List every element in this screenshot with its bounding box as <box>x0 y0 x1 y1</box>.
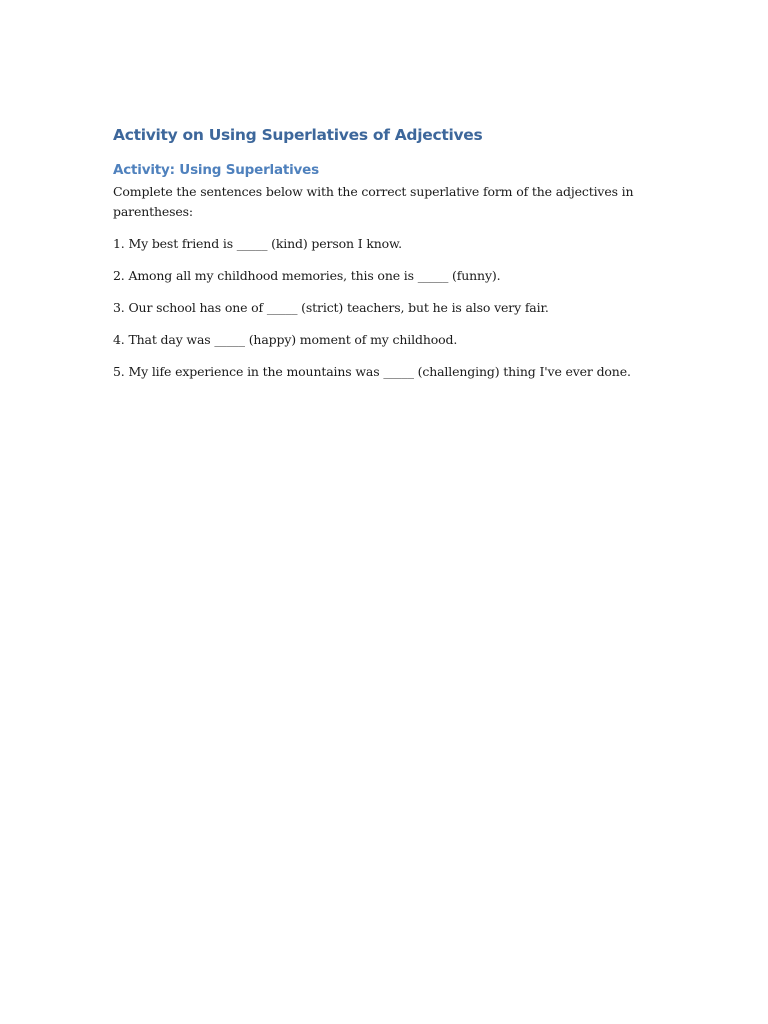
instructions-text: Complete the sentences below with the correct superlative form of the adjectives in parentheses: <box>113 184 634 219</box>
document-title: Activity on Using Superlatives of Adjectives <box>113 126 483 144</box>
activity-heading: Activity: Using Superlatives <box>113 162 319 178</box>
exercise-item-1: 1. My best friend is _____ (kind) person I know. <box>113 236 402 251</box>
exercise-item-2: 2. Among all my childhood memories, this one is _____ (funny). <box>113 268 501 283</box>
exercise-item-4: 4. That day was _____ (happy) moment of my childhood. <box>113 332 458 347</box>
document-body <box>113 124 643 394</box>
exercise-item-5: 5. My life experience in the mountains was _____ (challenging) thing I've ever done. <box>113 364 631 379</box>
exercise-list <box>113 234 643 382</box>
exercise-item-3: 3. Our school has one of _____ (strict) teachers, but he is also very fair. <box>113 300 549 315</box>
